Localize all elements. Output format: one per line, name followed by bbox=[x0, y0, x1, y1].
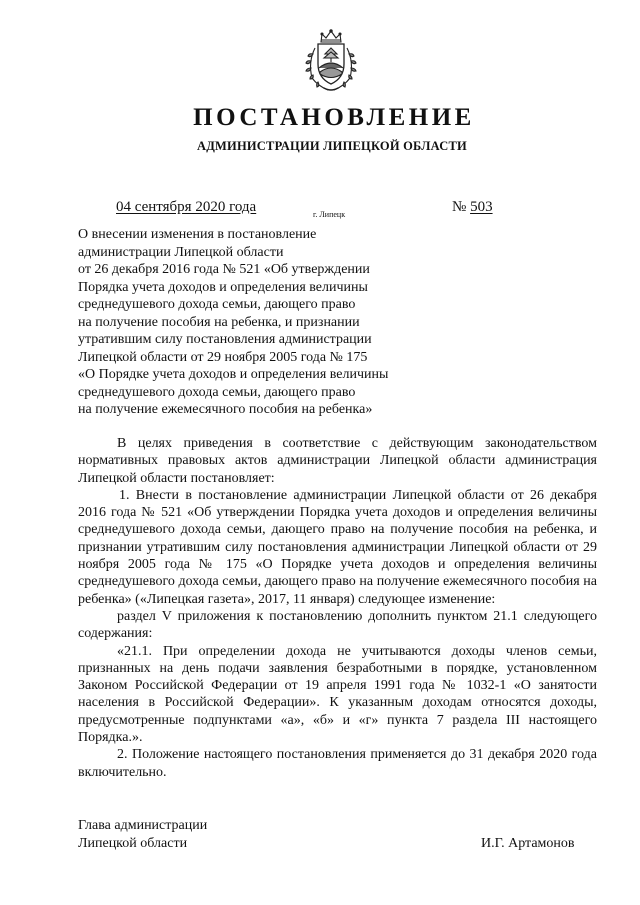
heading-line: среднедушевого дохода семьи, дающего право bbox=[78, 297, 356, 312]
number-sign: № bbox=[452, 199, 467, 215]
item-2-paragraph: 2. Положение настоящего постановления применяется до 31 декабря 2020 года включительно. bbox=[78, 747, 597, 780]
signature-block bbox=[78, 817, 597, 852]
document-body bbox=[78, 435, 597, 781]
document-place: г. Липецк bbox=[313, 210, 346, 219]
preamble-paragraph: В целях приведения в соответствие с действующим законодательством нормативных правовых актов администрации Липецкой области администрация Липецкой области постановляет: bbox=[78, 436, 597, 486]
signatory-position-line2: Липецкой области bbox=[78, 835, 188, 851]
heading-line: на получение ежемесячного пособия на ребенка» bbox=[78, 402, 373, 417]
heading-line: Порядка учета доходов и определения величины bbox=[78, 279, 368, 295]
heading-line: среднедушевого дохода семьи, дающего право bbox=[78, 384, 356, 400]
document-heading bbox=[78, 226, 418, 419]
coat-of-arms-icon bbox=[300, 28, 362, 94]
heading-line: О внесении изменения в постановление bbox=[78, 227, 317, 242]
heading-line: на получение пособия на ребенка, и признании bbox=[78, 314, 360, 330]
document-date: 04 сентября 2020 года bbox=[116, 199, 257, 215]
heading-line: утратившим силу постановления администрации bbox=[78, 332, 372, 347]
heading-line: администрации Липецкой области bbox=[78, 244, 284, 260]
number-value: 503 bbox=[470, 199, 493, 215]
document-number bbox=[452, 199, 493, 216]
amendment-text-paragraph: «21.1. При определении дохода не учитываются доходы членов семьи, признанных на день подачи заявления безработными в порядке, установленном Законом Российской Федерации от 19 апреля 1991 года № 1032-1 «О занятости населения в Российской Федерации». К указанным доходам относятся доходы, предусмотренные подпунктами «а», «б» и «г» пункта 7 раздела III настоящего Порядка.». bbox=[78, 643, 597, 746]
heading-line: Липецкой области от 29 ноября 2005 года № 175 bbox=[78, 349, 368, 365]
document-title: ПОСТАНОВЛЕНИЕ bbox=[193, 104, 475, 131]
signatory-position-line1: Глава администрации bbox=[78, 818, 208, 833]
heading-line: «О Порядке учета доходов и определения величины bbox=[78, 367, 389, 382]
document-issuer: АДМИНИСТРАЦИИ ЛИПЕЦКОЙ ОБЛАСТИ bbox=[197, 139, 467, 153]
amendment-paragraph: раздел V приложения к постановлению дополнить пунктом 21.1 следующего содержания: bbox=[78, 608, 597, 642]
signatory-name: И.Г. Артамонов bbox=[481, 835, 575, 851]
heading-line: от 26 декабря 2016 года № 521 «Об утверждении bbox=[78, 262, 370, 277]
item-1-paragraph: 1. Внести в постановление администрации Липецкой области от 26 декабря 2016 года № 521 «Об утверждении Порядка учета доходов и определения величины среднедушевого дохода семьи, дающего право на получение пособия на ребенка, и признании утратившим силу постановления администрации Липецкой области от 29 ноября 2005 года № 175 «О Порядке учета доходов и определения величины среднедушевого дохода семьи, дающего право на получение ежемесячного пособия на ребенка» («Липецкая газета», 2017, 11 января) следующее изменение: bbox=[78, 487, 597, 607]
